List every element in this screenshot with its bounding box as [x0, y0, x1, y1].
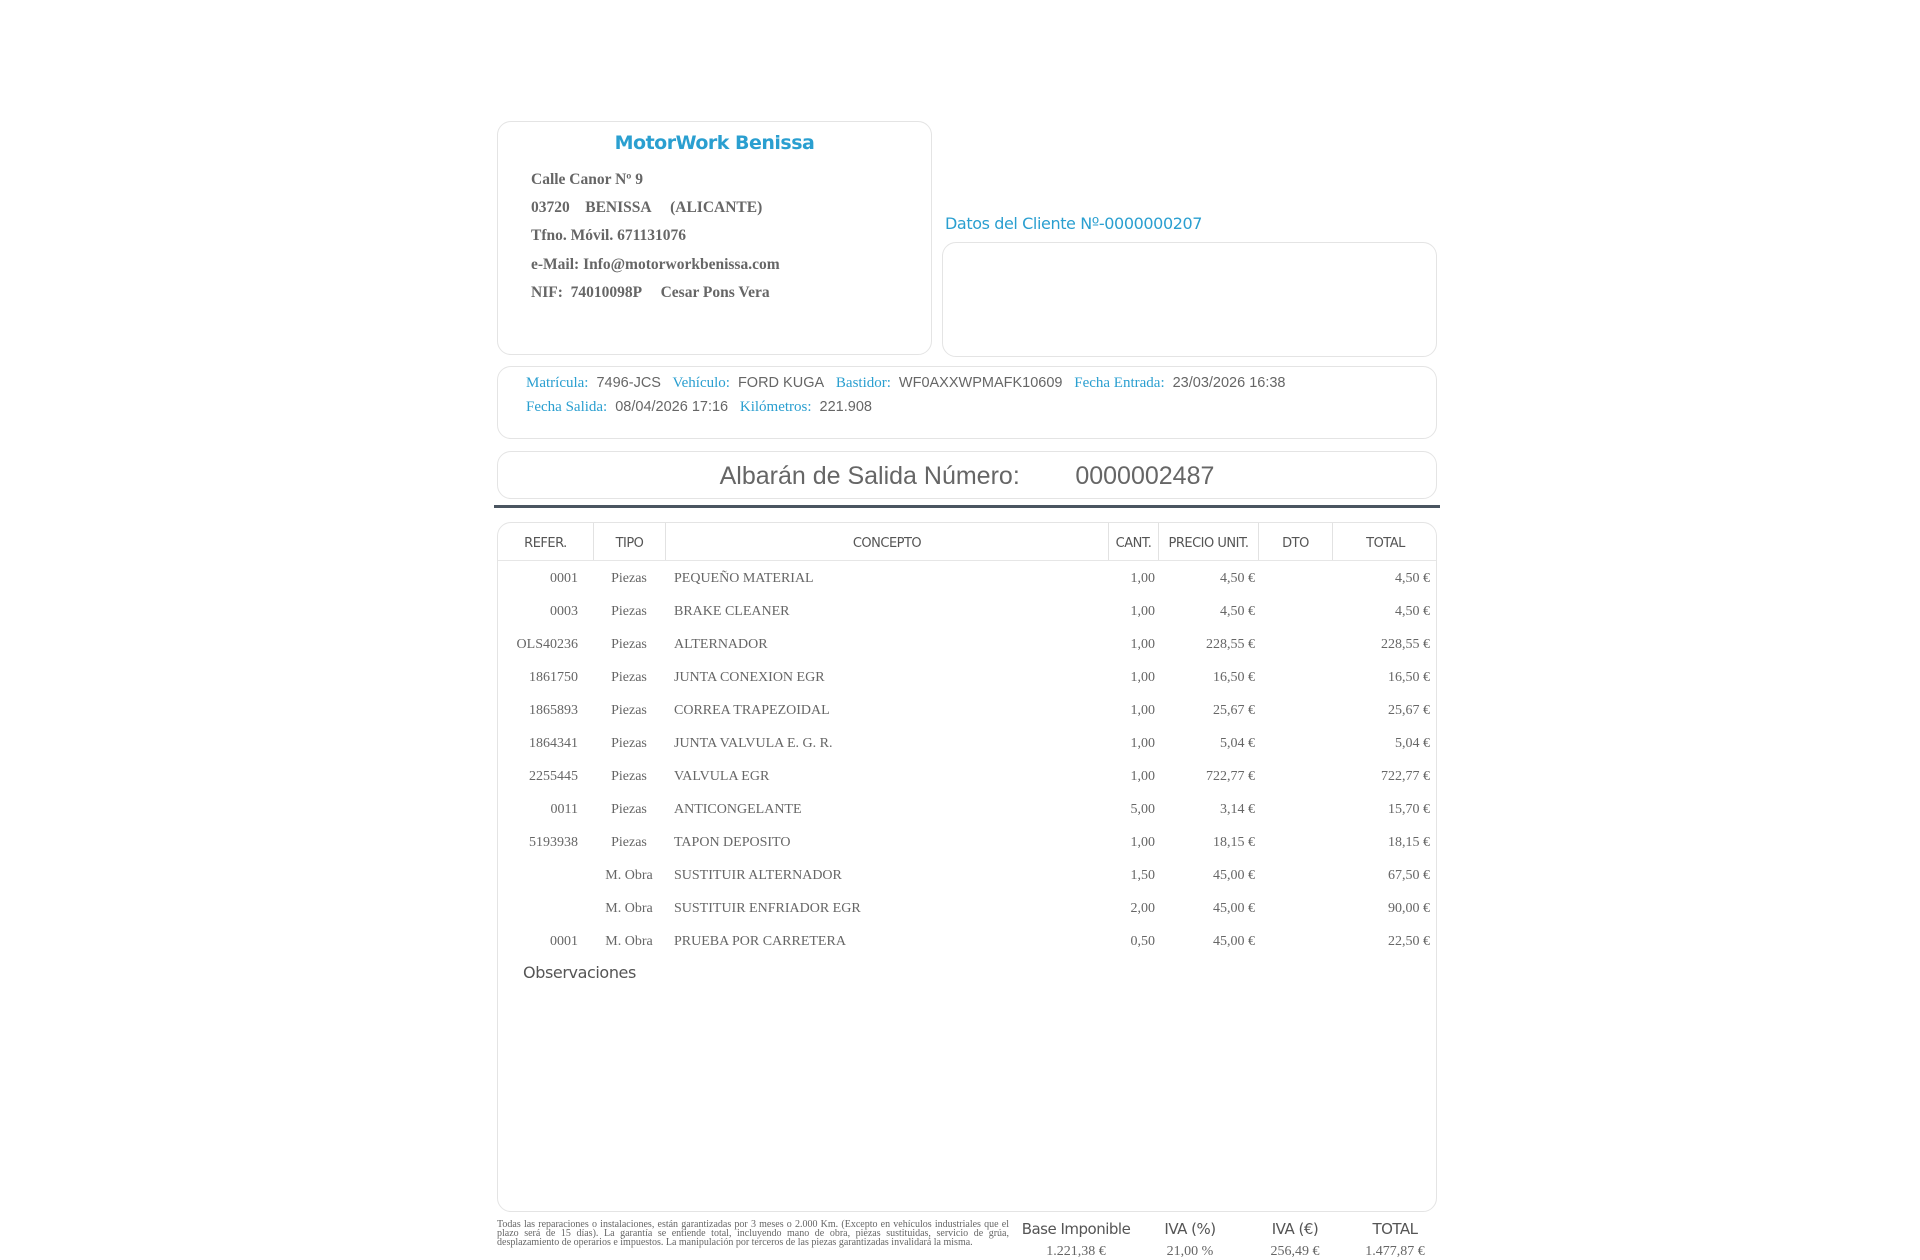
cell-tipo: M. Obra	[605, 934, 653, 949]
cell-total: 22,50 €	[1388, 934, 1430, 949]
header-refer: REFER.	[498, 523, 594, 561]
cell-precio: 4,50 €	[1220, 571, 1255, 586]
iva-pct-value: 21,00 %	[1166, 1244, 1214, 1259]
cell-tipo: Piezas	[611, 769, 647, 784]
table-row	[498, 934, 1436, 967]
cell-precio: 45,00 €	[1213, 901, 1255, 916]
cell-concepto: ANTICONGELANTE	[674, 802, 802, 817]
observaciones-label: Observaciones	[523, 963, 636, 982]
cell-cant: 1,00	[1130, 571, 1155, 586]
header-concepto: CONCEPTO	[666, 523, 1109, 561]
cell-tipo: M. Obra	[605, 868, 653, 883]
header-dto: DTO	[1259, 523, 1333, 561]
matricula-value: 7496-JCS	[596, 375, 661, 391]
table-row	[498, 868, 1436, 901]
km-label: Kilómetros:	[739, 399, 812, 415]
header-rule	[498, 560, 1436, 561]
vehicle-row-2	[526, 399, 880, 416]
cell-total: 67,50 €	[1388, 868, 1430, 883]
matricula-label: Matrícula:	[526, 375, 589, 391]
cell-cant: 1,00	[1130, 670, 1155, 685]
divider	[494, 505, 1440, 508]
cell-cant: 5,00	[1130, 802, 1155, 817]
iva-eur-label: IVA (€)	[1271, 1220, 1319, 1238]
cell-concepto: VALVULA EGR	[674, 769, 770, 784]
km-value: 221.908	[819, 399, 872, 415]
vehicle-row-1	[526, 375, 1294, 392]
cell-concepto: ALTERNADOR	[674, 637, 768, 652]
entrada-label: Fecha Entrada:	[1074, 375, 1165, 391]
cell-precio: 18,15 €	[1213, 835, 1255, 850]
cell-cant: 0,50	[1130, 934, 1155, 949]
cell-tipo: Piezas	[611, 571, 647, 586]
table-row	[498, 571, 1436, 604]
albaran-label: Albarán de Salida Número:	[719, 462, 1020, 490]
cell-ref: OLS40236	[516, 637, 578, 652]
guarantee-text: Todas las reparaciones o instalaciones, están garantizadas por 3 meses o 2.000 Km. (Excepto en vehículos industriales que el plazo será de 15 días). La garantía se entiende total, incluyendo mano de obra, piezas sustituidas, servicio de grúa, desplazamiento de operarios e impuestos. La manipulación por terceros de las piezas garantizadas invalidará la misma.	[497, 1219, 1009, 1248]
cell-tipo: Piezas	[611, 604, 647, 619]
iva-eur-value: 256,49 €	[1270, 1244, 1320, 1259]
cell-precio: 4,50 €	[1220, 604, 1255, 619]
table-row	[498, 835, 1436, 868]
cell-ref: 0001	[550, 934, 578, 949]
cell-cant: 1,00	[1130, 604, 1155, 619]
table-row	[498, 769, 1436, 802]
company-city: 03720 BENISSA (ALICANTE)	[531, 199, 763, 216]
bastidor-label: Bastidor:	[835, 375, 891, 391]
cell-tipo: Piezas	[611, 703, 647, 718]
cell-total: 16,50 €	[1388, 670, 1430, 685]
base-label: Base Imponible	[1021, 1220, 1131, 1238]
cell-cant: 1,00	[1130, 703, 1155, 718]
cell-concepto: SUSTITUIR ENFRIADOR EGR	[674, 901, 861, 916]
cell-concepto: TAPON DEPOSITO	[674, 835, 791, 850]
cell-precio: 16,50 €	[1213, 670, 1255, 685]
cell-precio: 722,77 €	[1206, 769, 1255, 784]
cell-precio: 45,00 €	[1213, 868, 1255, 883]
company-address: Calle Canor Nº 9	[531, 171, 644, 188]
header-precio: PRECIO UNIT.	[1159, 523, 1259, 561]
cell-cant: 1,00	[1130, 769, 1155, 784]
cell-total: 4,50 €	[1395, 604, 1430, 619]
cell-concepto: CORREA TRAPEZOIDAL	[674, 703, 830, 718]
vehiculo-value: FORD KUGA	[737, 375, 825, 391]
table-row	[498, 901, 1436, 934]
table-row	[498, 736, 1436, 769]
cell-tipo: M. Obra	[605, 901, 653, 916]
cell-total: 228,55 €	[1381, 637, 1430, 652]
cell-total: 4,50 €	[1395, 571, 1430, 586]
cell-cant: 2,00	[1130, 901, 1155, 916]
salida-value: 08/04/2026 17:16	[615, 399, 729, 415]
cell-concepto: BRAKE CLEANER	[674, 604, 790, 619]
table-row	[498, 802, 1436, 835]
header-total: TOTAL	[1366, 536, 1405, 551]
client-box	[942, 242, 1437, 357]
cell-concepto: JUNTA CONEXION EGR	[674, 670, 825, 685]
header-cant: CANT.	[1109, 523, 1159, 561]
albaran-number: 0000002487	[1075, 462, 1215, 490]
cell-cant: 1,00	[1130, 835, 1155, 850]
company-box	[497, 121, 932, 355]
entrada-value: 23/03/2026 16:38	[1172, 375, 1286, 391]
cell-total: 18,15 €	[1388, 835, 1430, 850]
company-nif: NIF: 74010098P Cesar Pons Vera	[531, 284, 770, 301]
vehiculo-label: Vehículo:	[672, 375, 730, 391]
albaran-title	[498, 462, 1436, 491]
cell-concepto: SUSTITUIR ALTERNADOR	[674, 868, 842, 883]
cell-ref: 0003	[550, 604, 578, 619]
client-title: Datos del Cliente Nº-0000000207	[945, 214, 1203, 233]
cell-tipo: Piezas	[611, 670, 647, 685]
table-row	[498, 670, 1436, 703]
cell-total: 5,04 €	[1395, 736, 1430, 751]
cell-ref: 5193938	[529, 835, 578, 850]
cell-cant: 1,50	[1130, 868, 1155, 883]
bastidor-value: WF0AXXWPMAFK10609	[898, 375, 1063, 391]
total-value: 1.477,87 €	[1365, 1244, 1425, 1259]
cell-total: 25,67 €	[1388, 703, 1430, 718]
cell-ref: 2255445	[529, 769, 578, 784]
albaran-box	[497, 451, 1437, 499]
vehicle-box	[497, 366, 1437, 439]
table-row	[498, 703, 1436, 736]
lines-table	[497, 522, 1437, 1212]
cell-precio: 3,14 €	[1220, 802, 1255, 817]
cell-ref: 1861750	[529, 670, 578, 685]
cell-tipo: Piezas	[611, 736, 647, 751]
iva-pct-label: IVA (%)	[1164, 1220, 1216, 1238]
cell-total: 90,00 €	[1388, 901, 1430, 916]
salida-label: Fecha Salida:	[526, 399, 608, 415]
cell-precio: 45,00 €	[1213, 934, 1255, 949]
cell-tipo: Piezas	[611, 835, 647, 850]
header-tipo: TIPO	[594, 523, 666, 561]
company-phone: Tfno. Móvil. 671131076	[531, 227, 687, 244]
cell-total: 722,77 €	[1381, 769, 1430, 784]
cell-ref: 0001	[550, 571, 578, 586]
cell-ref: 1865893	[529, 703, 578, 718]
cell-concepto: JUNTA VALVULA E. G. R.	[674, 736, 833, 751]
cell-precio: 228,55 €	[1206, 637, 1255, 652]
cell-cant: 1,00	[1130, 637, 1155, 652]
cell-concepto: PRUEBA POR CARRETERA	[674, 934, 846, 949]
cell-concepto: PEQUEÑO MATERIAL	[674, 571, 814, 586]
company-email: e-Mail: Info@motorworkbenissa.com	[531, 256, 780, 273]
cell-ref: 0011	[550, 802, 578, 817]
cell-cant: 1,00	[1130, 736, 1155, 751]
cell-precio: 5,04 €	[1220, 736, 1255, 751]
total-label: TOTAL	[1372, 1220, 1418, 1238]
cell-tipo: Piezas	[611, 802, 647, 817]
cell-tipo: Piezas	[611, 637, 647, 652]
table-row	[498, 637, 1436, 670]
table-row	[498, 604, 1436, 637]
base-value: 1.221,38 €	[1046, 1244, 1106, 1259]
cell-total: 15,70 €	[1388, 802, 1430, 817]
cell-precio: 25,67 €	[1213, 703, 1255, 718]
company-name: MotorWork Benissa	[614, 132, 815, 154]
cell-ref: 1864341	[529, 736, 578, 751]
